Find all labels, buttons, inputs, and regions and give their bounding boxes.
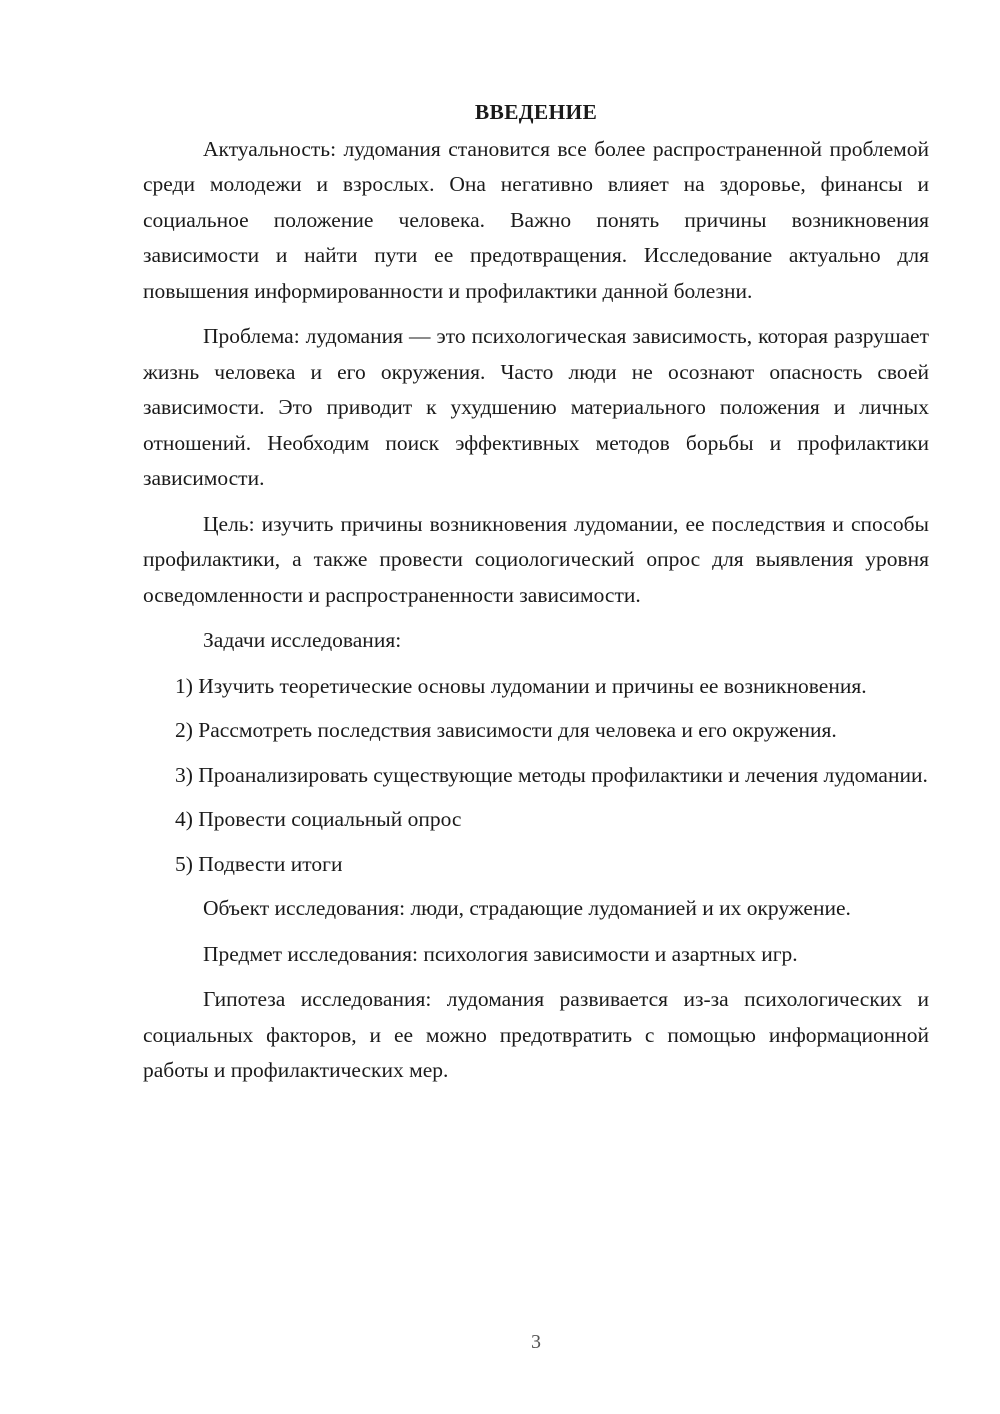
subject-paragraph: Предмет исследования: психология зависимости и азартных игр. (203, 941, 798, 966)
object-paragraph: Объект исследования: люди, страдающие лудоманией и их окружение. (203, 896, 851, 920)
goal-paragraph: Цель: изучить причины возникновения лудомании, ее последствия и способы профилактики, а также провести социологический опрос для выявления уровня осведомленности и распространенности зависимости. (143, 511, 929, 607)
hypothesis-paragraph: Гипотеза исследования: лудомания развивается из-за психологических и социальных факторов, и ее можно предотвратить с помощью информационной работы и профилактических мер. (143, 987, 929, 1082)
task-item-5: 5) Подвести итоги (175, 851, 343, 876)
tasks-heading: Задачи исследования: (203, 628, 402, 652)
section-title: ВВЕДЕНИЕ (474, 100, 598, 124)
task-item-1: 1) Изучить теоретические основы лудомании и причины ее возникновения. (175, 673, 867, 698)
relevance-paragraph: Актуальность: лудомания становится все более распространенной проблемой среди молодежи и взрослых. Она негативно влияет на здоровье, финансы и социальное положение человека. Важно понять причины возникновения зависимости и найти пути ее предотвращения. Исследование актуально для повышения информированности и профилактики данной болезни. (143, 136, 929, 303)
document-body (143, 95, 929, 1099)
page-number: 3 (531, 1331, 541, 1353)
task-item-2: 2) Рассмотреть последствия зависимости для человека и его окружения. (175, 718, 837, 742)
task-item-3: 3) Проанализировать существующие методы профилактики и лечения лудомании. (175, 762, 928, 787)
task-item-4: 4) Провести социальный опрос (175, 807, 462, 831)
problem-paragraph: Проблема: лудомания — это психологическая зависимость, которая разрушает жизнь человека и его окружения. Часто люди не осознают опасность своей зависимости. Это приводит к ухудшению материального положения и личных отношений. Необходим поиск эффективных методов борьбы и профилактики зависимости. (143, 324, 929, 490)
